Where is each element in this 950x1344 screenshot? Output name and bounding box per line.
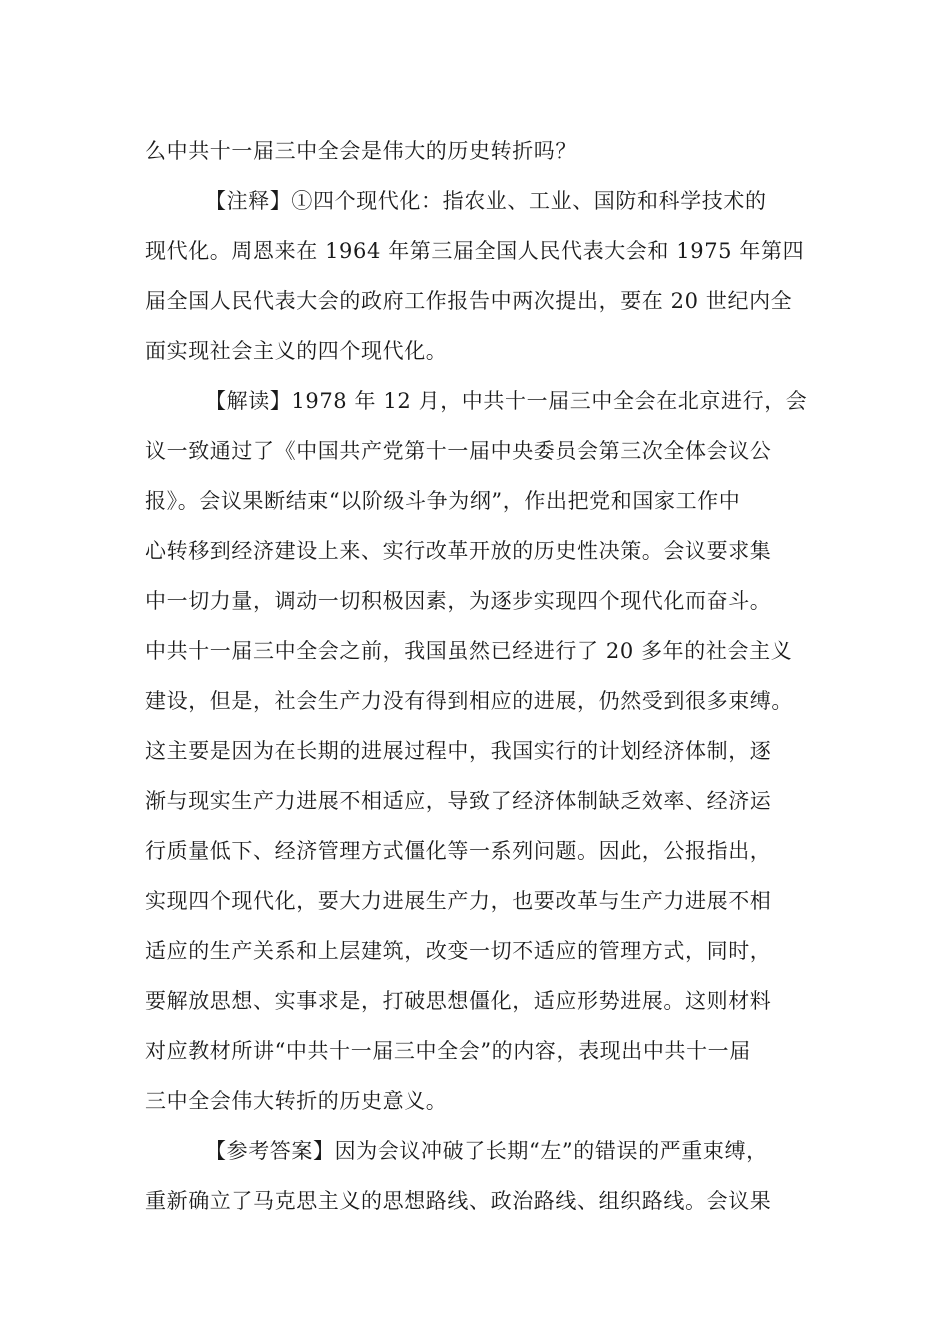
- text-line: 建设，但是，社会生产力没有得到相应的进展，仍然受到很多束缚。: [145, 689, 793, 713]
- text-line: 要解放思想、实事求是，打破思想僵化，适应形势进展。这则材料: [145, 989, 772, 1013]
- text-line: 重新确立了马克思主义的思想路线、政治路线、组织路线。会议果: [145, 1189, 772, 1213]
- text-line: 实现四个现代化，要大力进展生产力，也要改革与生产力进展不相: [145, 889, 772, 913]
- text-line: 报》。会议果断结束“以阶级斗争为纲”，作出把党和国家工作中: [145, 489, 741, 513]
- interpretation-heading-line: 【解读】1978 年 12 月，中共十一届三中全会在北京进行，会: [205, 389, 808, 413]
- text-line: 么中共十一届三中全会是伟大的历史转折吗？: [145, 139, 577, 163]
- text-line: 渐与现实生产力进展不相适应，导致了经济体制缺乏效率、经济运: [145, 789, 772, 813]
- reference-answer-heading-line: 【参考答案】因为会议冲破了长期“左”的错误的严重束缚，: [205, 1139, 768, 1163]
- text-line: 中一切力量，调动一切积极因素，为逐步实现四个现代化而奋斗。: [145, 589, 772, 613]
- text-line: 中共十一届三中全会之前，我国虽然已经进行了 20 多年的社会主义: [145, 639, 793, 663]
- text-line: 心转移到经济建设上来、实行改革开放的历史性决策。会议要求集: [145, 539, 772, 563]
- text-line: 这主要是因为在长期的进展过程中，我国实行的计划经济体制，逐: [145, 739, 772, 763]
- text-line: 现代化。周恩来在 1964 年第三届全国人民代表大会和 1975 年第四: [145, 239, 805, 263]
- text-line: 面实现社会主义的四个现代化。: [145, 339, 448, 363]
- text-line: 三中全会伟大转折的历史意义。: [145, 1089, 448, 1113]
- text-line: 适应的生产关系和上层建筑，改变一切不适应的管理方式，同时，: [145, 939, 772, 963]
- text-line: 届全国人民代表大会的政府工作报告中两次提出，要在 20 世纪内全: [145, 289, 793, 313]
- annotation-heading-line: 【注释】①四个现代化：指农业、工业、国防和科学技术的: [205, 189, 767, 213]
- text-line: 对应教材所讲“中共十一届三中全会”的内容，表现出中共十一届: [145, 1039, 751, 1063]
- text-line: 议一致通过了《中国共产党第十一届中央委员会第三次全体会议公: [145, 439, 772, 463]
- text-line: 行质量低下、经济管理方式僵化等一系列问题。因此，公报指出，: [145, 839, 772, 863]
